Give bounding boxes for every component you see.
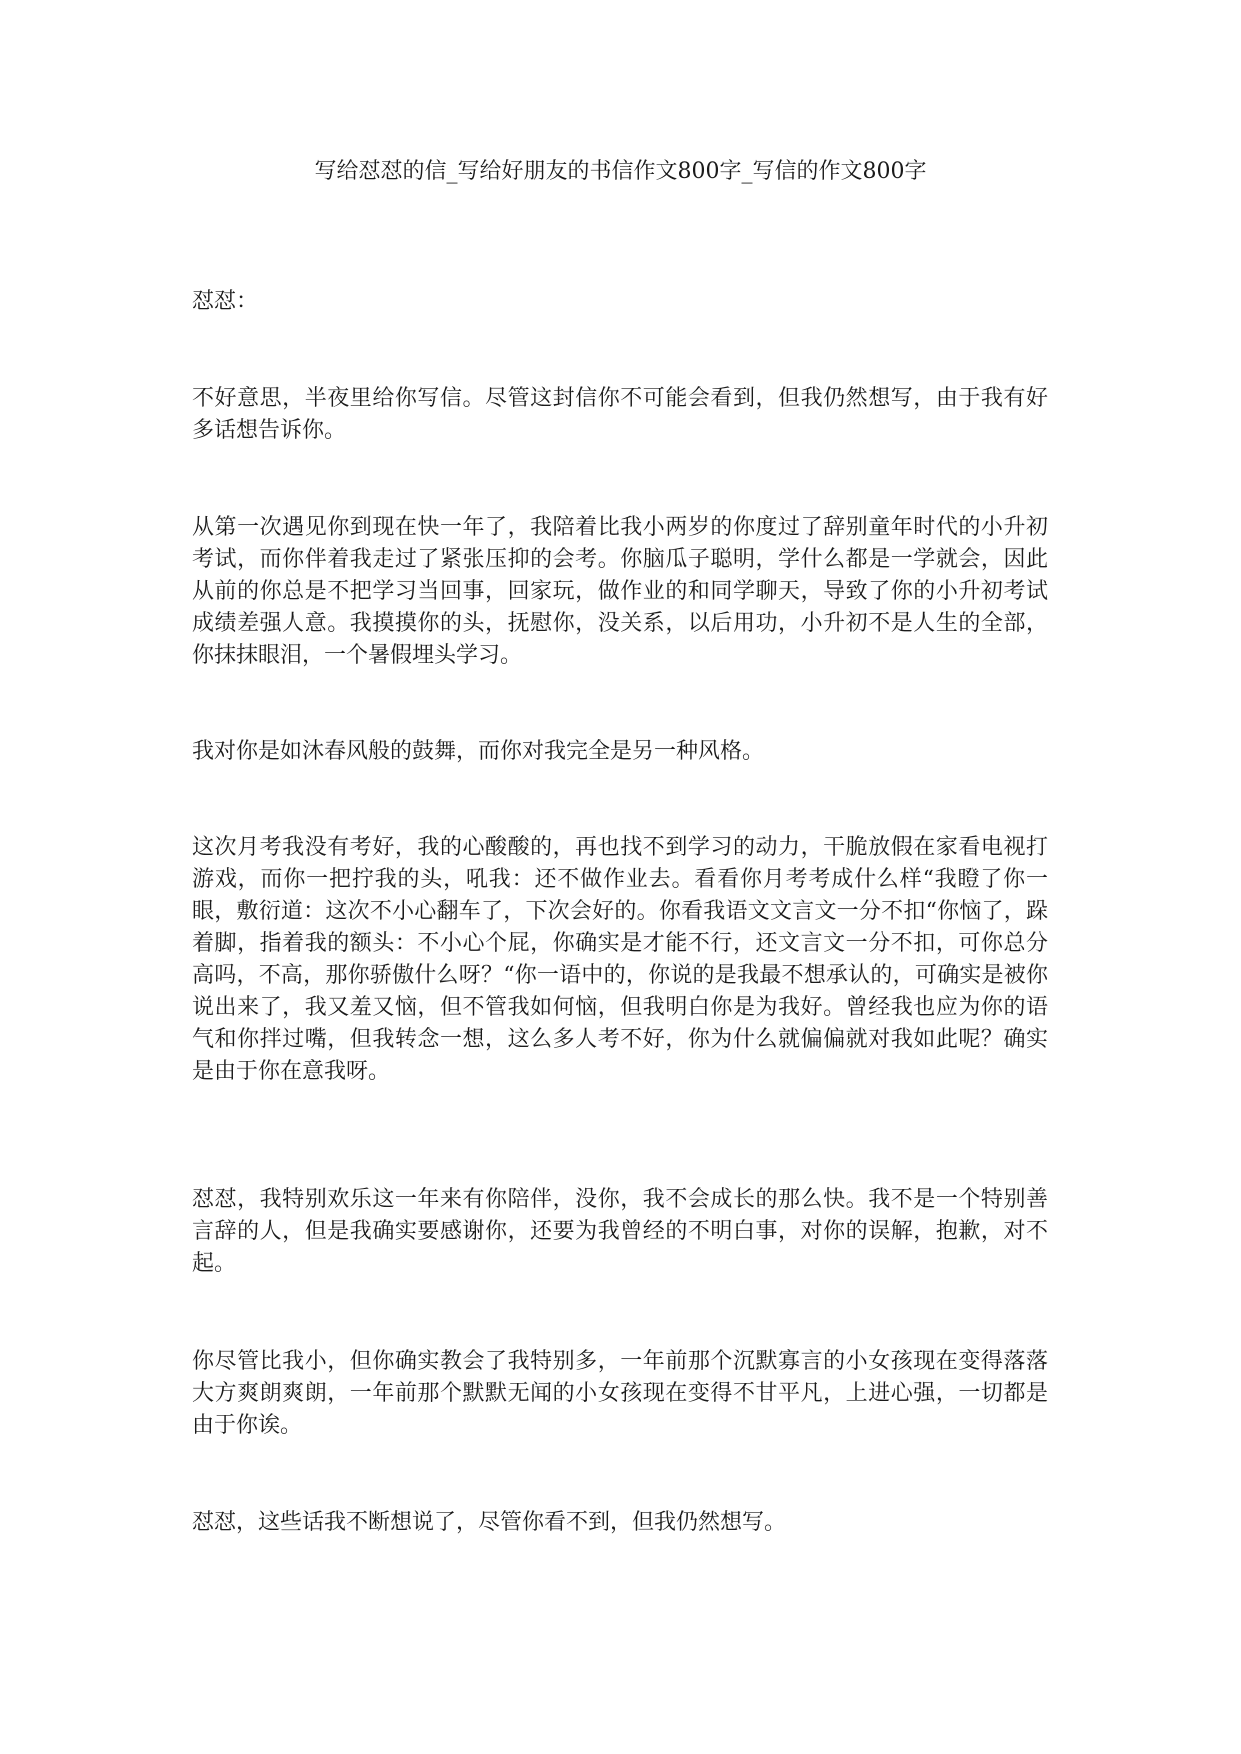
letter-salutation: 怼怼：	[192, 289, 259, 314]
paragraph: 从第一次遇见你到现在快一年了，我陪着比我小两岁的你度过了辞别童年时代的小升初考试，而你伴着我走过了紧张压抑的会考。你脑瓜子聪明，学什么都是一学就会，因此从前的你总是不把学习当回事，回家玩，做作业的和同学聊天，导致了你的小升初考试成绩差强人意。我摸摸你的头，抚慰你，没关系，以后用功，小升初不是人生的全部，你抹抹眼泪，一个暑假埋头学习。	[192, 515, 1048, 668]
paragraph: 不好意思，半夜里给你写信。尽管这封信你不可能会看到，但我仍然想写，由于我有好多话想告诉你。	[192, 386, 1048, 443]
paragraph: 这次月考我没有考好，我的心酸酸的，再也找不到学习的动力，干脆放假在家看电视打游戏，而你一把拧我的头，吼我：还不做作业去。看看你月考考成什么样“我瞪了你一眼，敷衍道：这次不小心翻车了，下次会好的。你看我语文文言文一分不扣“你恼了，跺着脚，指着我的额头：不小心个屁，你确实是才能不行，还文言文一分不扣，可你总分高吗，不高，那你骄傲什么呀？“你一语中的，你说的是我最不想承认的，可确实是被你说出来了，我又羞又恼，但不管我如何恼，但我明白你是为我好。曾经我也应为你的语气和你拌过嘴，但我转念一想，这么多人考不好，你为什么就偏偏就对我如此呢？确实是由于你在意我呀。	[192, 835, 1048, 1084]
document-title: 写给怼怼的信_写给好朋友的书信作文800字_写信的作文800字	[314, 159, 927, 184]
paragraph: 你尽管比我小，但你确实教会了我特别多，一年前那个沉默寡言的小女孩现在变得落落大方爽朗爽朗，一年前那个默默无闻的小女孩现在变得不甘平凡，上进心强，一切都是由于你诶。	[192, 1349, 1048, 1438]
paragraph: 怼怼，这些话我不断想说了，尽管你看不到，但我仍然想写。	[192, 1510, 787, 1535]
paragraph: 怼怼，我特别欢乐这一年来有你陪伴，没你，我不会成长的那么快。我不是一个特别善言辞的人，但是我确实要感谢你，还要为我曾经的不明白事，对你的误解，抱歉，对不起。	[192, 1187, 1048, 1276]
paragraph: 我对你是如沐春风般的鼓舞，而你对我完全是另一种风格。	[192, 739, 765, 764]
